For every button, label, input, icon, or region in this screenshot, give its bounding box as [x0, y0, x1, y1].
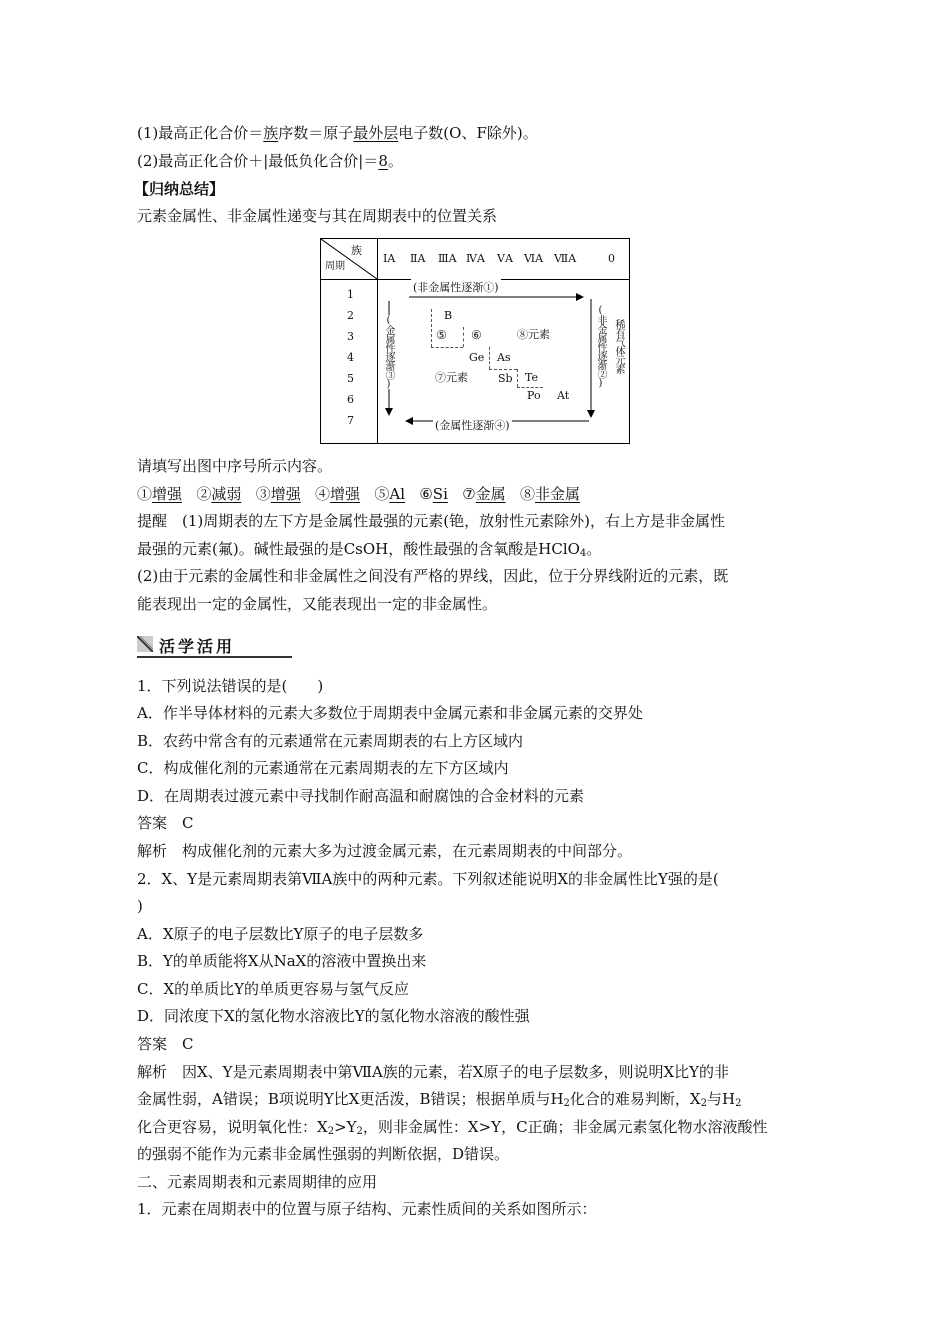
section-header	[137, 634, 292, 660]
reminder-line: 提醒 (1)周期表的左下方是金属性最强的元素(铯，放射性元素除外)，右上方是非金属性	[137, 512, 725, 530]
element-Po: Po	[527, 389, 541, 402]
period-number: 2	[347, 309, 354, 322]
right-arrow-label: (非金属性逐渐②)	[595, 305, 606, 388]
period-number: 4	[347, 351, 354, 364]
bottom-arrow-label: (金属性逐渐④)	[435, 419, 510, 432]
element-Sb: Sb	[498, 372, 513, 385]
q1-answer: 答案 C	[137, 814, 194, 832]
q2-option-d: D．同浓度下X的氢化物水溶液比Y的氢化物水溶液的酸性强	[137, 1007, 530, 1025]
reminder-line: 能表现出一定的金属性，又能表现出一定的非金属性。	[137, 595, 498, 613]
q2-analysis: 化合更容易，说明氧化性：$X_2>Y_2$，则非金属性：X>Y，C正确；非金属元素氢化物水溶液酸性	[137, 1118, 768, 1137]
q1-analysis: 解析 构成催化剂的元素大多为过渡金属元素，在元素周期表的中间部分。	[137, 842, 633, 860]
left-arrow-label: (金属性逐渐③)	[383, 315, 394, 389]
period-number: 3	[347, 330, 354, 343]
top-arrow-label: (非金属性逐渐①)	[413, 281, 499, 294]
fill-prompt: 请填写出图中序号所示内容。	[137, 457, 333, 475]
noble-gas-label: 稀有气体元素	[613, 319, 624, 373]
q1-stem: 1．下列说法错误的是( )	[137, 677, 324, 695]
group-header: 0	[608, 252, 615, 265]
q2-analysis: 金属性弱，A错误；B项说明Y比X更活泼，B错误；根据单质与$H_2$化合的难易判断，$X_2$与$H_2$	[137, 1090, 742, 1109]
periodic-trend-diagram	[320, 238, 630, 444]
q1-option-d: D．在周期表过渡元素中寻找制作耐高温和耐腐蚀的合金材料的元素	[137, 787, 585, 805]
q2-analysis: 的强弱不能作为元素非金属性强弱的判断依据，D错误。	[137, 1145, 510, 1163]
q2-option-c: C．X的单质比Y的单质更容易与氢气反应	[137, 980, 410, 998]
q1-option-a: A．作半导体材料的元素大多数位于周期表中金属元素和非金属元素的交界处	[137, 704, 643, 722]
element-Ge: Ge	[469, 351, 485, 364]
part2-heading: 二、元素周期表和元素周期律的应用	[137, 1173, 378, 1191]
period-number: 1	[347, 288, 354, 301]
part2-item-1: 1．元素在周期表中的位置与原子结构、元素性质间的关系如图所示：	[137, 1200, 597, 1218]
q2-stem-cont: )	[137, 897, 143, 915]
q2-option-a: A．X原子的电子层数比Y原子的电子层数多	[137, 925, 424, 943]
trend-arrows	[321, 239, 631, 445]
blank-6: ⑥	[471, 328, 482, 342]
rule-1: (1)最高正化合价＝族序数＝原子最外层电子数(O、F除外)。	[137, 124, 538, 142]
period-number: 7	[347, 414, 354, 427]
summary-heading: 【归纳总结】	[134, 180, 225, 198]
group-header: ⅦA	[554, 252, 577, 265]
q2-answer: 答案 C	[137, 1035, 194, 1053]
q2-stem: 2．X、Y是元素周期表第ⅦA族中的两种元素。下列叙述能说明X的非金属性比Y强的是(	[137, 870, 719, 888]
period-number: 6	[347, 393, 354, 406]
group-header: ⅠA	[383, 252, 396, 265]
element-B: B	[444, 309, 453, 322]
group-header: ⅢA	[438, 252, 457, 265]
section-title: 活学活用	[159, 637, 236, 656]
group-header: ⅤA	[497, 252, 513, 265]
element-As: As	[497, 351, 511, 364]
group-header: ⅣA	[466, 252, 485, 265]
reminder-line: 最强的元素(氟)。碱性最强的是CsOH，酸性最强的含氧酸是HClO$_4$。	[137, 540, 602, 559]
group-header: ⅥA	[524, 252, 544, 265]
element-At: At	[557, 389, 570, 402]
period-number: 5	[347, 372, 354, 385]
answer-row: ①增强 ②减弱 ③增强 ④增强 ⑤Al ⑥Si ⑦金属 ⑧非金属	[137, 485, 580, 503]
element-Te: Te	[525, 371, 538, 384]
rule-2: (2)最高正化合价＋|最低负化合价|＝8。	[137, 152, 403, 170]
summary-subtitle: 元素金属性、非金属性递变与其在周期表中的位置关系	[137, 207, 498, 225]
q2-analysis: 解析 因X、Y是元素周期表中第ⅦA族的元素，若X原子的电子层数多，则说明X比Y的非	[137, 1063, 730, 1081]
blank-8: ⑧元素	[517, 328, 550, 341]
corner-period-label: 周期	[325, 261, 345, 272]
reminder-line: (2)由于元素的金属性和非金属性之间没有严格的界线，因此，位于分界线附近的元素，既	[137, 567, 729, 585]
q2-option-b: B．Y的单质能将X从NaX的溶液中置换出来	[137, 952, 427, 970]
section-icon	[137, 636, 153, 652]
group-header: ⅡA	[410, 252, 426, 265]
q1-option-c: C．构成催化剂的元素通常在元素周期表的左下方区域内	[137, 759, 509, 777]
corner-group-label: 族	[351, 244, 362, 257]
blank-7: ⑦元素	[435, 371, 468, 384]
blank-5: ⑤	[436, 328, 447, 342]
q1-option-b: B．农药中常含有的元素通常在元素周期表的右上方区域内	[137, 732, 524, 750]
